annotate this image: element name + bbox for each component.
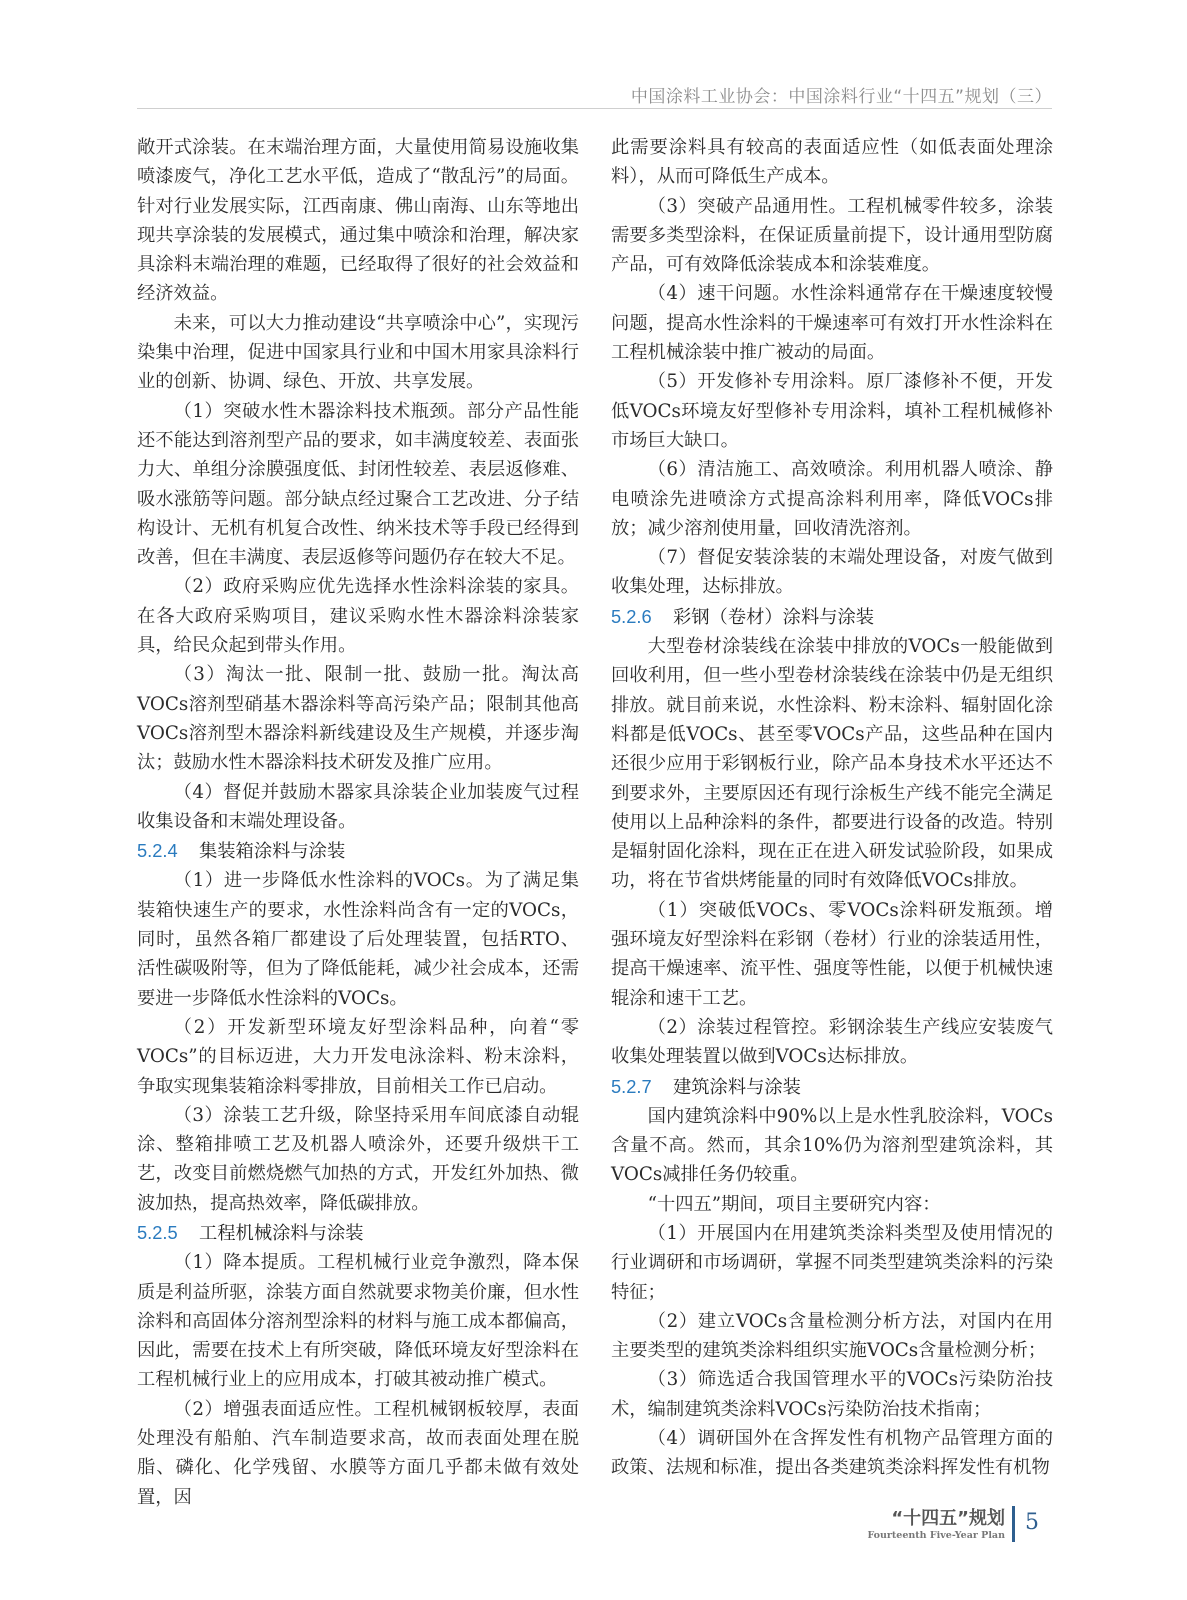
paragraph: （1）开展国内在用建筑类涂料类型及使用情况的行业调研和市场调研，掌握不同类型建筑类涂料的污染特征； [611, 1222, 1053, 1303]
paragraph: （1）降本提质。工程机械行业竞争激烈，降本保质是利益所驱，涂装方面自然就要求物美价廉，但水性涂料和高固体分溶剂型涂料的材料与施工成本都偏高，因此，需要在技术上有所突破，降低环境友好型涂料在工程机械行业上的应用成本，打破其被动推广模式。 [137, 1252, 579, 1391]
footer-title: “十四五”规划 [891, 1508, 1005, 1529]
section-number: 5.2.7 [611, 1075, 652, 1097]
running-header: 中国涂料工业协会：中国涂料行业“十四五”规划（三） [137, 82, 1052, 109]
section-number: 5.2.5 [137, 1221, 178, 1243]
section-number: 5.2.6 [611, 605, 652, 627]
paragraph: （7）督促安装涂装的末端处理设备，对废气做到收集处理，达标排放。 [611, 547, 1053, 598]
section-title: 建筑涂料与涂装 [673, 1076, 801, 1098]
paragraph: “十四五”期间，项目主要研究内容： [647, 1193, 941, 1215]
section-number: 5.2.4 [137, 840, 178, 862]
paragraph: （3）涂装工艺升级，除坚持采用车间底漆自动辊涂、整箱排喷工艺及机器人喷涂外，还要升级烘干工艺，改变目前燃烧燃气加热的方式，开发红外加热、微波加热，提高热效率，降低碳排放。 [137, 1104, 579, 1214]
paragraph: （4）调研国外在含挥发性有机物产品管理方面的政策、法规和标准，提出各类建筑类涂料挥发性有机物 [611, 1428, 1053, 1479]
footer-divider [1012, 1506, 1015, 1542]
section-heading [611, 602, 1053, 632]
paragraph: 国内建筑涂料中90%以上是水性乳胶涂料，VOCs含量不高。然而，其余10%仍为溶剂型建筑涂料，其VOCs减排任务仍较重。 [611, 1105, 1053, 1186]
paragraph: 此需要涂料具有较高的表面适应性（如低表面处理涂料），从而可降低生产成本。 [611, 137, 1053, 188]
paragraph: （3）突破产品通用性。工程机械零件较多，涂装需要多类型涂料，在保证质量前提下，设计通用型防腐产品，可有效降低涂装成本和涂装难度。 [611, 195, 1053, 276]
section-title: 集装箱涂料与涂装 [199, 841, 346, 863]
paragraph: （2）增强表面适应性。工程机械钢板较厚，表面处理没有船舶、汽车制造要求高，故而表面处理在脱脂、磷化、化学残留、水膜等方面几乎都未做有效处置，因 [137, 1398, 579, 1508]
paragraph: （1）突破低VOCs、零VOCs涂料研发瓶颈。增强环境友好型涂料在彩钢（卷材）行业的涂装适用性，提高干燥速率、流平性、强度等性能，以便于机械快速辊涂和速干工艺。 [611, 899, 1053, 1009]
footer-subtitle: Fourteenth Five-Year Plan [867, 1530, 1005, 1541]
section-heading [137, 836, 579, 866]
section-title: 彩钢（卷材）涂料与涂装 [673, 606, 875, 628]
section-heading [611, 1072, 1053, 1102]
paragraph: 大型卷材涂装线在涂装中排放的VOCs一般能做到回收利用，但一些小型卷材涂装线在涂装中仍是无组织排放。就目前来说，水性涂料、粉末涂料、辐射固化涂料都是低VOCs、甚至零VOCs产品，这些品种在国内还很少应用于彩钢板行业，除产品本身技术水平还达不到要求外，主要原因还有现行涂板生产线不能完全满足使用以上品种涂料的条件，都要进行设备的改造。特别是辐射固化涂料，现在正在进入研发试验阶段，如果成功，将在节省烘烤能量的同时有效降低VOCs排放。 [611, 636, 1053, 892]
right-column [611, 133, 1053, 1483]
section-heading [137, 1218, 579, 1248]
paragraph: （2）涂装过程管控。彩钢涂装生产线应安装废气收集处理装置以做到VOCs达标排放。 [611, 1016, 1053, 1068]
paragraph: （3）筛选适合我国管理水平的VOCs污染防治技术，编制建筑类涂料VOCs污染防治技术指南； [611, 1369, 1053, 1420]
paragraph: （1）进一步降低水性涂料的VOCs。为了满足集装箱快速生产的要求，水性涂料尚含有一定的VOCs，同时，虽然各箱厂都建设了后处理装置，包括RTO、活性碳吸附等，但为了降低能耗，减少社会成本，还需要进一步降低水性涂料的VOCs。 [137, 870, 579, 1009]
page-footer [867, 1500, 1060, 1550]
paragraph: （4）督促并鼓励木器家具涂装企业加装废气过程收集设备和末端处理设备。 [137, 781, 579, 832]
paragraph: （4）速干问题。水性涂料通常存在干燥速度较慢问题，提高水性涂料的干燥速率可有效打开水性涂料在工程机械涂装中推广被动的局面。 [611, 283, 1053, 364]
paragraph: 未来，可以大力推动建设“共享喷涂中心”，实现污染集中治理，促进中国家具行业和中国木用家具涂料行业的创新、协调、绿色、开放、共享发展。 [137, 312, 579, 393]
section-title: 工程机械涂料与涂装 [199, 1222, 364, 1244]
paragraph: （6）清洁施工、高效喷涂。利用机器人喷涂、静电喷涂先进喷涂方式提高涂料利用率，降低VOCs排放；减少溶剂使用量，回收清洗溶剂。 [611, 459, 1053, 539]
paragraph: （2）开发新型环境友好型涂料品种，向着“零VOCs”的目标迈进，大力开发电泳涂料、粉末涂料，争取实现集装箱涂料零排放，目前相关工作已启动。 [137, 1016, 579, 1097]
left-column [137, 133, 579, 1512]
page-number: 5 [1025, 1510, 1039, 1535]
paragraph: （3）淘汰一批、限制一批、鼓励一批。淘汰高VOCs溶剂型硝基木器涂料等高污染产品；限制其他高VOCs溶剂型木器涂料新线建设及生产规模，并逐步淘汰；鼓励水性木器涂料技术研发及推广应用。 [137, 664, 579, 774]
paragraph: （2）建立VOCs含量检测分析方法，对国内在用主要类型的建筑类涂料组织实施VOCs含量检测分析； [611, 1310, 1053, 1362]
paragraph: （1）突破水性木器涂料技术瓶颈。部分产品性能还不能达到溶剂型产品的要求，如丰满度较差、表面张力大、单组分涂膜强度低、封闭性较差、表层返修难、吸水涨筋等问题。部分缺点经过聚合工艺改进、分子结构设计、无机有机复合改性、纳米技术等手段已经得到改善，但在丰满度、表层返修等问题仍存在较大不足。 [137, 400, 579, 569]
paragraph: （5）开发修补专用涂料。原厂漆修补不便，开发低VOCs环境友好型修补专用涂料，填补工程机械修补市场巨大缺口。 [611, 371, 1053, 451]
paragraph: （2）政府采购应优先选择水性涂料涂装的家具。在各大政府采购项目，建议采购水性木器涂料涂装家具，给民众起到带头作用。 [137, 576, 579, 657]
paragraph: 敞开式涂装。在末端治理方面，大量使用简易设施收集喷漆废气，净化工艺水平低，造成了“散乱污”的局面。针对行业发展实际，江西南康、佛山南海、山东等地出现共享涂装的发展模式，通过集中喷涂和治理，解决家具涂料末端治理的难题，已经取得了很好的社会效益和经济效益。 [137, 137, 579, 305]
